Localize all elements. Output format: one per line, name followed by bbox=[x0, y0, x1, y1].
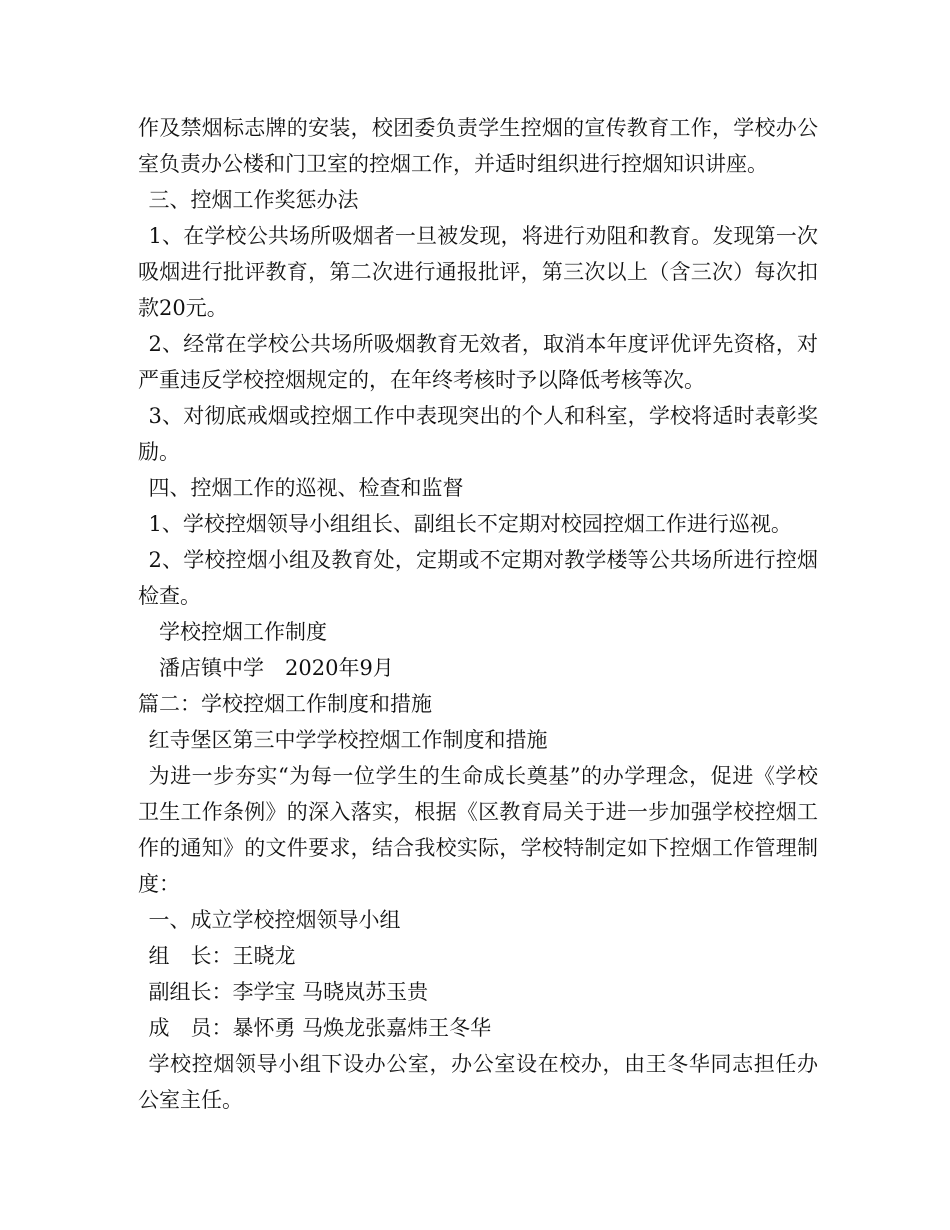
section-heading-1: 一、成立学校控烟领导小组 bbox=[148, 908, 401, 932]
inspection-item-2: 2、学校控烟小组及教育处，定期或不定期对教学楼等公共场所进行控烟检查。 bbox=[138, 548, 818, 608]
group-members: 成 员：暴怀勇 马焕龙张嘉炜王冬华 bbox=[148, 1016, 492, 1040]
paragraph-continuation: 作及禁烟标志牌的安装，校团委负责学生控烟的宣传教育工作，学校办公室负责办公楼和门卫室的控烟工作，并适时组织进行控烟知识讲座。 bbox=[138, 116, 818, 176]
rule-item-2: 2、经常在学校公共场所吸烟教育无效者，取消本年度评优评先资格，对严重违反学校控烟规定的，在年终考核时予以降低考核等次。 bbox=[138, 332, 818, 392]
part-two-subtitle: 红寺堡区第三中学学校控烟工作制度和措施 bbox=[148, 728, 548, 752]
rule-item-3: 3、对彻底戒烟或控烟工作中表现突出的个人和科室，学校将适时表彰奖励。 bbox=[138, 404, 818, 464]
document-body bbox=[138, 110, 818, 1118]
inspection-item-1: 1、学校控烟领导小组组长、副组长不定期对校园控烟工作进行巡视。 bbox=[148, 512, 792, 536]
group-leader: 组 长：王晓龙 bbox=[148, 944, 296, 968]
deputy-leaders: 副组长：李学宝 马晓岚苏玉贵 bbox=[148, 980, 429, 1004]
rule-item-1: 1、在学校公共场所吸烟者一旦被发现，将进行劝阻和教育。发现第一次吸烟进行批评教育，第二次进行通报批评，第三次以上（含三次）每次扣款20元。 bbox=[138, 224, 818, 320]
office-paragraph: 学校控烟领导小组下设办公室，办公室设在校办，由王冬华同志担任办公室主任。 bbox=[138, 1052, 818, 1112]
school-date-signature: 潘店镇中学 2020年9月 bbox=[159, 656, 394, 680]
part-two-title: 篇二：学校控烟工作制度和措施 bbox=[138, 692, 432, 716]
intro-paragraph: 为进一步夯实“为每一位学生的生命成长奠基”的办学理念，促进《学校卫生工作条例》的深入落实，根据《区教育局关于进一步加强学校控烟工作的通知》的文件要求，结合我校实际，学校特制定如下控烟工作管理制度： bbox=[138, 764, 818, 896]
section-heading-3: 三、控烟工作奖惩办法 bbox=[148, 188, 359, 212]
section-heading-4: 四、控烟工作的巡视、检查和监督 bbox=[148, 476, 464, 500]
document-title-signature: 学校控烟工作制度 bbox=[159, 620, 327, 644]
